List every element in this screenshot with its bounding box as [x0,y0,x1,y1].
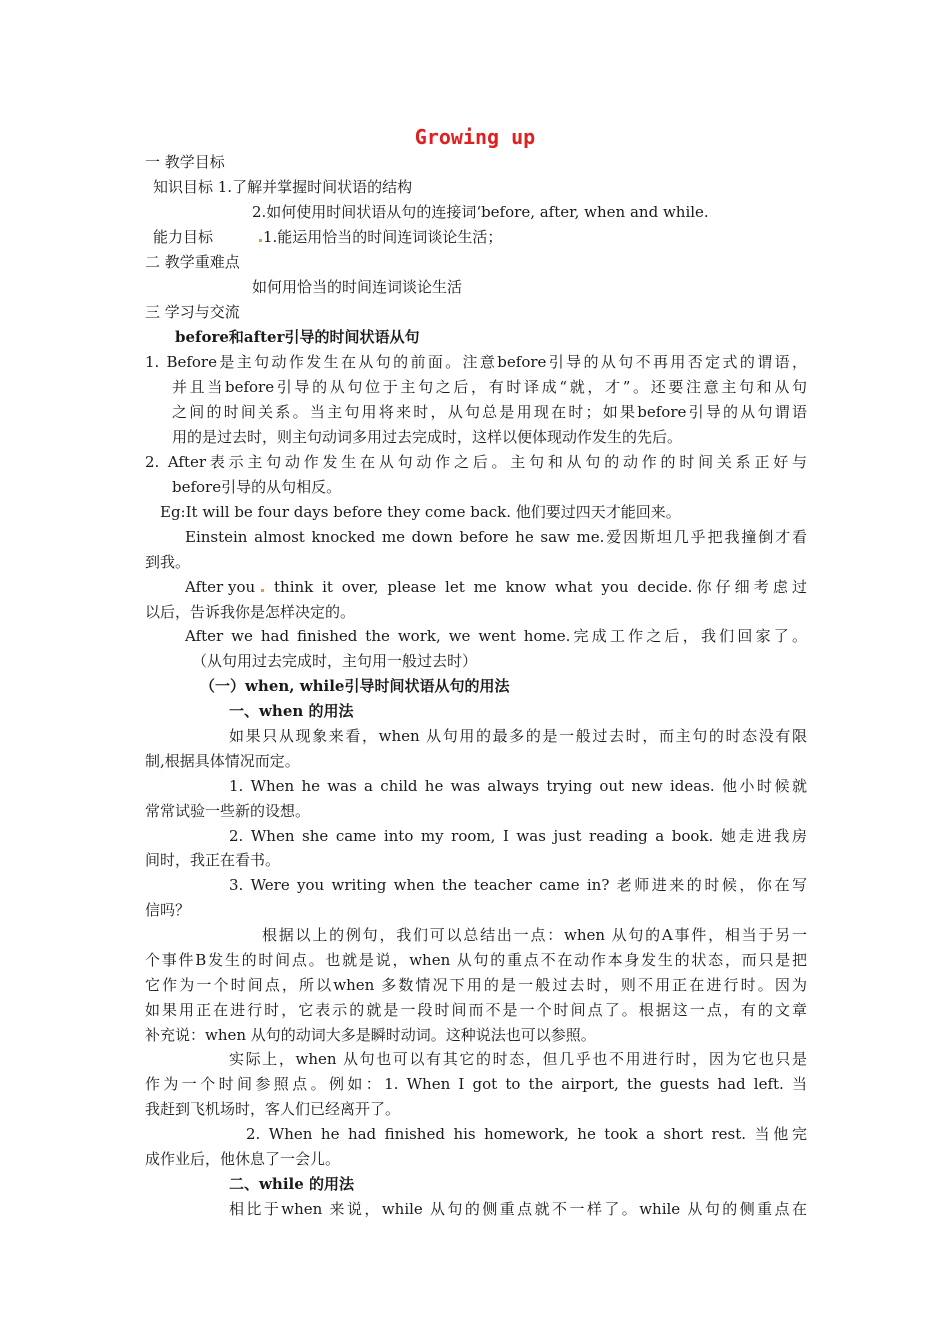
section-heading: 一 教学目标 [145,153,225,171]
stray-dot [259,239,262,242]
text-line: 2.如何使用时间状语从句的连接词‘before, after, when and while. [252,203,709,221]
example-line: 间时，我正在看书。 [145,851,281,869]
subheading: before和after引导的时间状语从句 [175,328,420,346]
example-line: 2. When he had finished his homework, he took a short rest. 当他完 [246,1125,807,1143]
example-line: 1. When he was a child he was always trying out new ideas. 他小时候就 [229,777,807,795]
example-line: 常常试验一些新的设想。 [145,802,311,820]
example-line: 2. When she came into my room, I was just reading a book. 她走进我房 [229,827,807,845]
example-line [185,577,265,597]
text-line: 能力目标 [153,228,214,246]
text-line: 实际上，when 从句也可以有其它的时态，但几乎也不用进行时，因为它也只是 [229,1050,807,1068]
subheading: 二、while 的用法 [229,1175,354,1193]
stray-dot [261,589,264,592]
example-line: 到我。 [145,553,191,571]
example-line: 信吗？ [145,901,191,919]
example-line: 成作业后，他休息了一会儿。 [145,1150,341,1168]
text-line: 个事件B发生的时间点。也就是说，when 从句的重点不在动作本身发生的状态，而只是把 [145,951,807,969]
text-line: 并且当before引导的从句位于主句之后，有时译成“就，才”。还要注意主句和从句 [172,378,807,396]
text-line: 根据以上的例句，我们可以总结出一点：when 从句的A事件，相当于另一 [262,926,807,944]
section-heading: 二 教学重难点 [145,253,240,271]
text-line: 之间的时间关系。当主句用将来时，从句总是用现在时；如果before引导的从句谓语 [172,403,807,421]
text-line-part: After you [185,578,256,596]
text-line: 我赶到飞机场时，客人们已经离开了。 [145,1100,401,1118]
text-line: 作为一个时间参照点。例如：1. When I got to the airport, the guests had left. 当 [145,1075,807,1093]
text-line: 它作为一个时间点，所以when 多数情况下用的是一般过去时，则不用正在进行时。因为 [145,976,807,994]
section-heading: 三 学习与交流 [145,303,240,321]
text-line: 制,根据具体情况而定。 [145,752,300,770]
text-line: 如果用正在进行时，它表示的就是一段时间而不是一个时间点了。根据这一点，有的文章 [145,1001,807,1019]
subheading: （一）when, while引导时间状语从句的用法 [200,677,510,695]
text-line: before引导的从句相反。 [172,478,342,496]
text-line: 如果只从现象来看，when 从句用的最多的是一般过去时，而主句的时态没有限 [229,727,807,745]
note-line: （从句用过去完成时，主句用一般过去时） [192,652,478,670]
text-line: 用的是过去时，则主句动词多用过去完成时，这样以便体现动作发生的先后。 [172,428,683,446]
example-line: Einstein almost knocked me down before he saw me.爱因斯坦几乎把我撞倒才看 [185,528,807,546]
text-line: 2. After表示主句动作发生在从句动作之后。主句和从句的动作的时间关系正好与 [145,453,807,471]
example-line: 以后，告诉我你是怎样决定的。 [145,603,356,621]
text-line: 知识目标 1.了解并掌握时间状语的结构 [153,178,413,196]
document-title: Growing up [414,125,536,149]
text-line-part: 1.能运用恰当的时间连词谈论生活； [263,228,503,246]
text-line: 如何用恰当的时间连词谈论生活 [252,278,463,296]
text-line: 补充说：when 从句的动词大多是瞬时动词。这种说法也可以参照。 [145,1026,596,1044]
text-line [258,227,502,247]
example-line: After we had finished the work, we went home.完成工作之后，我们回家了。 [185,627,807,645]
example-line: 3. Were you writing when the teacher came in? 老师进来的时候，你在写 [229,876,807,894]
example-line: think it over, please let me know what you decide.你仔细考虑过 [274,578,807,596]
example-line: Eg:It will be four days before they come back. 他们要过四天才能回来。 [160,503,681,521]
text-line: 1. Before是主句动作发生在从句的前面。注意before引导的从句不再用否定式的谓语， [145,353,807,371]
subheading: 一、when 的用法 [229,702,354,720]
text-line: 相比于when 来说，while 从句的侧重点就不一样了。while 从句的侧重点在 [229,1200,807,1218]
